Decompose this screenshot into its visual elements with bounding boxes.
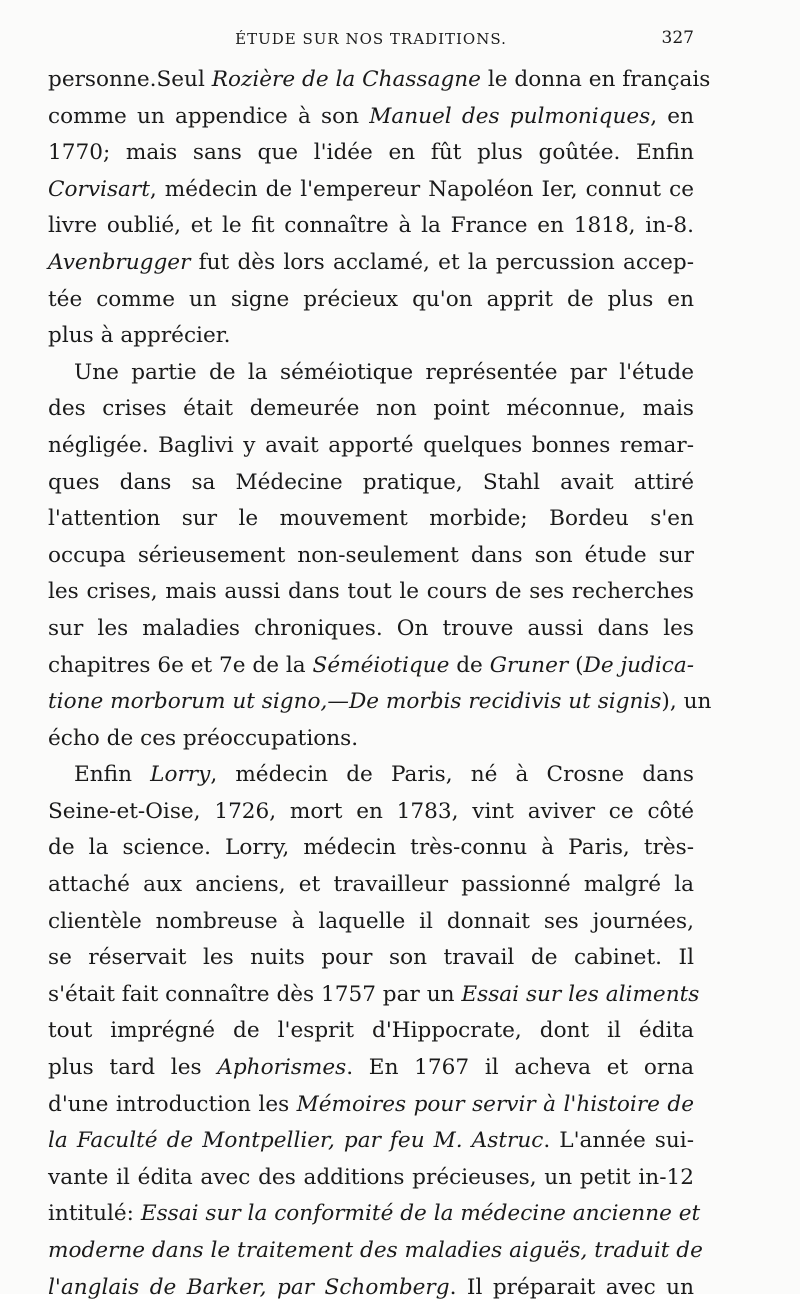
text-line <box>48 465 694 502</box>
italic-text-span: Essai sur la conformité de la médecine ancienne et <box>140 1201 701 1227</box>
text-line <box>48 721 694 758</box>
text-line <box>48 574 694 611</box>
text-span: Seine-et-Oise, 1726, mort en 1783, vint aviver ce côté <box>48 798 694 824</box>
text-line <box>48 245 694 282</box>
text-line <box>48 538 694 575</box>
text-span: clientèle nombreuse à laquelle il donnait ses journées, <box>48 908 694 934</box>
text-span: livre oublié, et le fit connaître à la France en 1818, in-8. <box>48 213 694 239</box>
text-line <box>48 648 694 685</box>
text-span: de la science. Lorry, médecin très-connu à Paris, très- <box>48 835 694 861</box>
text-line <box>48 501 694 538</box>
text-line <box>48 1270 694 1306</box>
text-line <box>48 1087 694 1124</box>
text-line <box>48 99 694 136</box>
text-span: écho de ces préoccupations. <box>48 725 359 751</box>
text-span: intitulé: <box>48 1201 141 1227</box>
text-span: de <box>449 652 490 678</box>
text-span: tout imprégné de l'esprit d'Hippocrate, dont il édita <box>48 1018 694 1044</box>
text-line <box>48 62 711 99</box>
text-span: d'une introduction les <box>48 1091 297 1117</box>
body-text <box>48 62 712 1306</box>
text-line <box>48 428 694 465</box>
text-line <box>48 1233 703 1270</box>
text-line <box>48 684 712 721</box>
text-span: fut dès lors acclamé, et la percussion accep- <box>190 249 694 275</box>
text-span: des crises était demeurée non point méconnue, mais <box>48 396 694 422</box>
text-line <box>48 830 694 867</box>
text-line <box>48 1050 694 1087</box>
text-line <box>48 977 700 1014</box>
text-span: l'attention sur le mouvement morbide; Bordeu s'en <box>48 506 694 532</box>
text-span: Une partie de la séméiotique représentée par l'étude <box>74 359 694 385</box>
text-line <box>48 172 694 209</box>
text-span: s'était fait connaître dès 1757 par un <box>48 981 462 1007</box>
text-span: attaché aux anciens, et travailleur passionné malgré la <box>48 872 694 898</box>
text-span: négligée. Baglivi y avait apporté quelques bonnes remar- <box>48 432 694 458</box>
italic-text-span: Avenbrugger <box>48 249 191 275</box>
text-span: plus à apprécier. <box>48 323 231 349</box>
italic-text-span: Mémoires pour servir à l'histoire de <box>296 1091 695 1117</box>
text-span: tée comme un signe précieux qu'on apprit de plus en <box>48 286 694 312</box>
italic-text-span: Corvisart <box>48 176 150 202</box>
text-span: vante il édita avec des additions précieuses, un petit in-12 <box>48 1164 694 1190</box>
text-span: , médecin de l'empereur Napoléon Ier, connut ce <box>149 176 694 202</box>
italic-text-span: moderne dans le traitement des maladies aiguës, traduit de <box>48 1238 703 1263</box>
italic-text-span: Aphorismes <box>217 1055 347 1081</box>
italic-text-span: Rozière de la Chassagne <box>211 67 481 92</box>
text-span: comme un appendice à son <box>48 103 370 129</box>
italic-text-span: Manuel des pulmoniques <box>369 103 651 129</box>
italic-text-span: De judica- <box>583 652 695 678</box>
text-span: . L'année sui- <box>543 1128 694 1154</box>
running-head <box>48 28 694 58</box>
text-span: ques dans sa Médecine pratique, Stahl avait attiré <box>48 469 694 495</box>
text-span: sur les maladies chroniques. On trouve aussi dans les <box>48 615 694 641</box>
page-number: 327 <box>661 28 694 48</box>
text-line <box>48 1123 694 1160</box>
text-span: occupa sérieusement non-seulement dans son étude sur <box>48 542 694 568</box>
running-title: ÉTUDE SUR NOS TRADITIONS. <box>235 30 507 48</box>
text-line <box>48 391 694 428</box>
italic-text-span: l'anglais de Barker, par Schomberg <box>48 1274 450 1300</box>
text-line <box>48 355 694 392</box>
italic-text-span: tione morborum ut signo,—De morbis recidivis ut signis <box>48 689 662 715</box>
text-span: plus tard les <box>48 1055 218 1081</box>
text-span: ), un <box>661 689 712 715</box>
text-span: , médecin de Paris, né à Crosne dans <box>210 762 694 788</box>
text-span: . Il préparait avec un <box>449 1274 694 1300</box>
italic-text-span: Essai sur les aliments <box>461 981 700 1007</box>
text-line <box>48 611 694 648</box>
text-span: . En 1767 il acheva et orna <box>346 1055 694 1081</box>
text-line <box>48 757 694 794</box>
text-span: chapitres 6e et 7e de la <box>48 652 313 678</box>
text-line <box>48 904 694 941</box>
text-line <box>48 1196 701 1233</box>
text-span: , en <box>650 103 694 129</box>
italic-text-span: Séméiotique <box>312 652 450 678</box>
text-span: Enfin <box>74 762 151 788</box>
text-span: se réservait les nuits pour son travail de cabinet. Il <box>48 945 694 971</box>
text-line <box>48 1160 694 1197</box>
text-line <box>48 282 694 319</box>
italic-text-span: Lorry <box>150 762 211 788</box>
text-line <box>48 867 694 904</box>
text-line <box>48 135 694 172</box>
text-span: les crises, mais aussi dans tout le cours de ses recherches <box>48 579 694 605</box>
text-line <box>48 794 694 831</box>
italic-text-span: la Faculté de Montpellier, par feu M. Astruc <box>48 1128 544 1154</box>
italic-text-span: Gruner <box>489 652 569 678</box>
text-line <box>48 318 694 355</box>
text-line <box>48 1013 694 1050</box>
text-span: 1770; mais sans que l'idée en fût plus goûtée. Enfin <box>48 140 694 166</box>
text-span: le donna en français <box>480 67 711 92</box>
text-span: ( <box>568 652 584 678</box>
text-span: personne.Seul <box>48 67 212 92</box>
text-line <box>48 940 694 977</box>
text-line <box>48 208 694 245</box>
